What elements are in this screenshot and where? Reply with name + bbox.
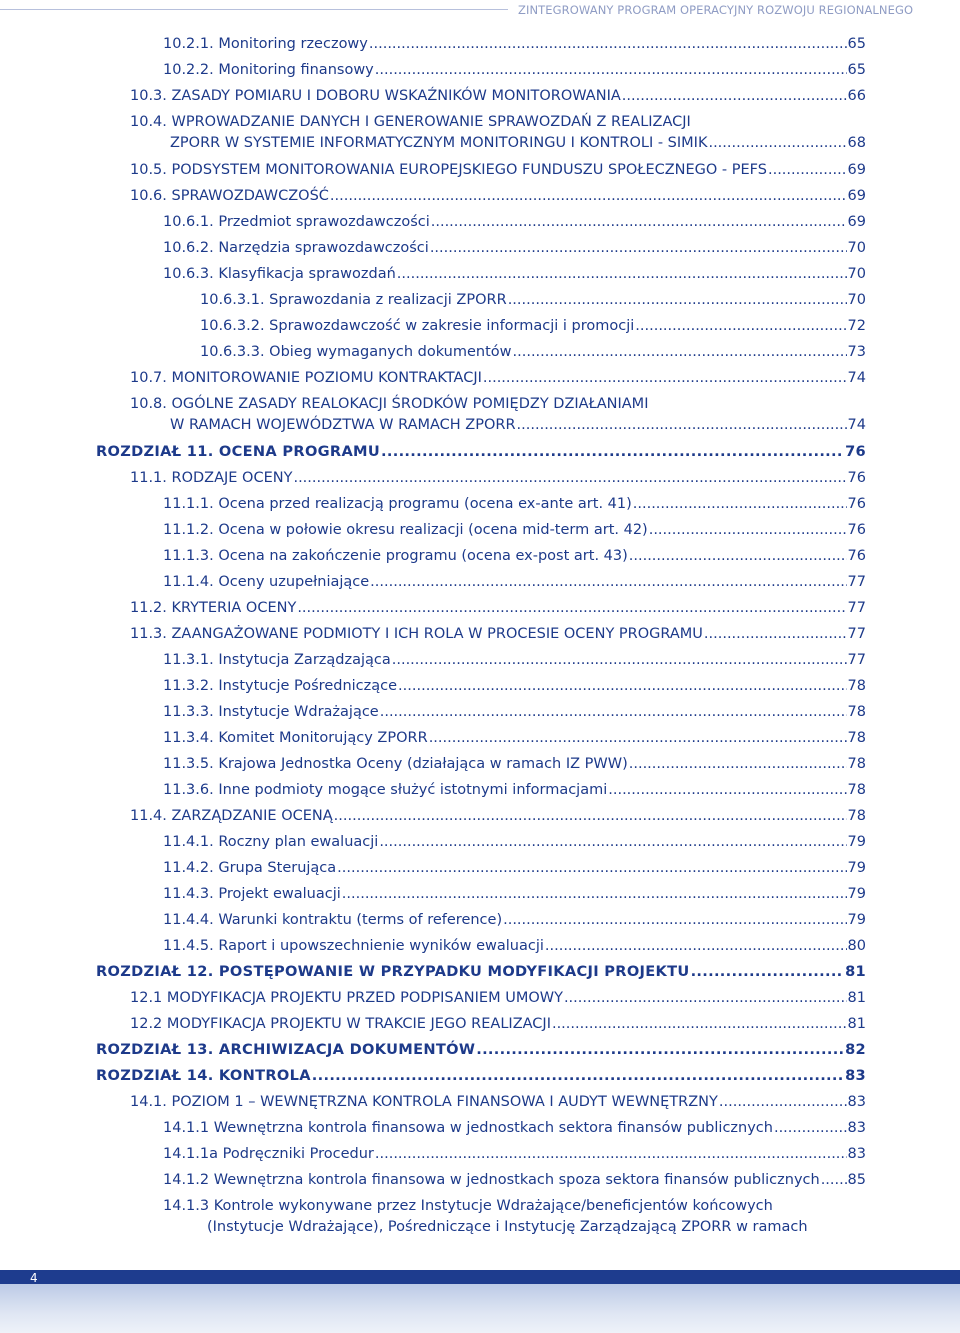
toc-entry-title: 11.1.4. Oceny uzupełniające: [163, 574, 370, 590]
toc-page-number: 79: [847, 912, 866, 928]
toc-page-number: 77: [847, 600, 866, 616]
toc-leader-dots: [513, 342, 847, 362]
toc-page-number: 78: [847, 808, 866, 824]
toc-leader-dots: [293, 468, 846, 488]
toc-page-number: 78: [847, 756, 866, 772]
toc-leader-dots: [476, 1040, 844, 1060]
toc-entry-title: 11.1.2. Ocena w połowie okresu realizacji (ocena mid-term art. 42): [163, 522, 648, 538]
toc-entry-title: ROZDZIAŁ 14. KONTROLA: [96, 1067, 311, 1084]
toc-leader-dots: [379, 832, 846, 852]
toc-entry-title: 10.2.2. Monitoring finansowy: [163, 62, 374, 78]
toc-page-number: 76: [847, 496, 866, 512]
toc-page-number: 65: [847, 36, 866, 52]
toc-page-number: 66: [847, 88, 866, 104]
toc-leader-dots: [334, 806, 847, 826]
toc-page-number: 80: [847, 938, 866, 954]
toc-entry-title: 10.7. MONITOROWANIE POZIOMU KONTRAKTACJI: [130, 370, 482, 386]
toc-leader-dots: [517, 415, 847, 435]
footer-band: [0, 1270, 960, 1284]
toc-leader-dots: [633, 494, 847, 514]
toc-leader-dots: [774, 1118, 847, 1138]
toc-leader-dots: [369, 34, 847, 54]
toc-page-number: 77: [847, 574, 866, 590]
toc-entry-title: 10.6.3.1. Sprawozdania z realizacji ZPORR: [200, 292, 507, 308]
toc-leader-dots: [429, 728, 847, 748]
toc-page-number: 76: [847, 548, 866, 564]
toc-entry-title: 14.1. POZIOM 1 – WEWNĘTRZNA KONTROLA FINANSOWA I AUDYT WEWNĘTRZNY: [130, 1094, 718, 1110]
toc-leader-dots: [380, 702, 847, 722]
toc-leader-dots: [430, 238, 847, 258]
toc-entry-title: 11.3.6. Inne podmioty mogące służyć istotnymi informacjami: [163, 782, 608, 798]
toc-entry-title-continued: W RAMACH WOJEWÓDZTWA W RAMACH ZPORR: [170, 417, 516, 433]
toc-page-number: 78: [847, 678, 866, 694]
page-number: 4: [30, 1271, 38, 1285]
toc-entry-title: ROZDZIAŁ 12. POSTĘPOWANIE W PRZYPADKU MODYFIKACJI PROJEKTU: [96, 963, 690, 980]
footer-gradient: [0, 1284, 960, 1333]
toc-entry-title: 10.6. SPRAWOZDAWCZOŚĆ: [130, 188, 329, 204]
toc-entry-title: 10.6.1. Przedmiot sprawozdawczości: [163, 214, 430, 230]
toc-page-number: 81: [845, 963, 866, 980]
toc-leader-dots: [342, 884, 847, 904]
toc-leader-dots: [719, 1092, 847, 1112]
toc-entry-title-continued: (Instytucje Wdrażające), Pośredniczące i Instytucję Zarządzającą ZPORR w ramach: [207, 1219, 808, 1235]
toc-page-number: 81: [847, 1016, 866, 1032]
toc-entry-title: 14.1.3 Kontrole wykonywane przez Instytucje Wdrażające/beneficjentów końcowych: [163, 1198, 773, 1214]
toc-entry-title: 11.3.4. Komitet Monitorujący ZPORR: [163, 730, 428, 746]
toc-page-number: 79: [847, 886, 866, 902]
toc-page-number: 68: [847, 135, 866, 151]
toc-page-number: 83: [845, 1067, 866, 1084]
toc-entry-title: 11.4.4. Warunki kontraktu (terms of reference): [163, 912, 503, 928]
toc-entry-title: 10.6.2. Narzędzia sprawozdawczości: [163, 240, 429, 256]
toc-entry-title: ROZDZIAŁ 11. OCENA PROGRAMU: [96, 443, 381, 460]
toc-page-number: 76: [845, 443, 866, 460]
toc-entry-title: 10.3. ZASADY POMIARU I DOBORU WSKAŹNIKÓW MONITOROWANIA: [130, 88, 621, 104]
toc-entry-title: 12.1 MODYFIKACJA PROJEKTU PRZED PODPISANIEM UMOWY: [130, 990, 563, 1006]
toc-leader-dots: [503, 910, 846, 930]
toc-leader-dots: [375, 60, 847, 80]
toc-page-number: 83: [847, 1094, 866, 1110]
toc-page-number: 78: [847, 782, 866, 798]
toc-entry-title: 10.4. WPROWADZANIE DANYCH I GENEROWANIE SPRAWOZDAŃ Z REALIZACJI: [130, 114, 691, 130]
toc-entry-title-continued: ZPORR W SYSTEMIE INFORMATYCZNYM MONITORINGU I KONTROLI - SIMIK: [170, 135, 708, 151]
toc-leader-dots: [508, 290, 847, 310]
toc-page-number: 69: [847, 162, 866, 178]
toc-entry-title: 11.2. KRYTERIA OCENY: [130, 600, 297, 616]
toc-entry-title: 10.6.3.2. Sprawozdawczość w zakresie informacji i promocji: [200, 318, 635, 334]
toc-page-number: 74: [847, 417, 866, 433]
toc-entry-title: 10.6.3.3. Obieg wymaganych dokumentów: [200, 344, 512, 360]
toc-page-number: 83: [847, 1146, 866, 1162]
toc-leader-dots: [330, 186, 847, 206]
toc-leader-dots: [629, 754, 847, 774]
toc-entry-title: 10.6.3. Klasyfikacja sprawozdań: [163, 266, 396, 282]
toc-leader-dots: [312, 1066, 844, 1086]
toc-leader-dots: [821, 1170, 847, 1190]
toc-page-number: 76: [847, 470, 866, 486]
toc-entry-title: 12.2 MODYFIKACJA PROJEKTU W TRAKCIE JEGO REALIZACJI: [130, 1016, 551, 1032]
toc-leader-dots: [629, 546, 847, 566]
toc-page-number: 69: [847, 214, 866, 230]
toc-entry-title: 14.1.1 Wewnętrzna kontrola finansowa w jednostkach sektora finansów publicznych: [163, 1120, 773, 1136]
toc-entry-title: 11.3.2. Instytucje Pośredniczące: [163, 678, 398, 694]
toc-leader-dots: [397, 264, 847, 284]
toc-page-number: 79: [847, 834, 866, 850]
toc-entry-title: 14.1.2 Wewnętrzna kontrola finansowa w jednostkach spoza sektora finansów publicznych: [163, 1172, 820, 1188]
toc-page-number: 78: [847, 704, 866, 720]
toc-page-number: 77: [847, 652, 866, 668]
toc-leader-dots: [398, 676, 847, 696]
toc-leader-dots: [370, 572, 846, 592]
toc-page-number: 82: [845, 1041, 866, 1058]
toc-leader-dots: [691, 962, 845, 982]
toc-page-number: 72: [847, 318, 866, 334]
toc-entry-title: 11.3.5. Krajowa Jednostka Oceny (działająca w ramach IZ PWW): [163, 756, 628, 772]
toc-entry-title: 14.1.1a Podręczniki Procedur: [163, 1146, 374, 1162]
toc-page-number: 70: [847, 240, 866, 256]
toc-page-number: 83: [847, 1120, 866, 1136]
toc-leader-dots: [337, 858, 846, 878]
toc-leader-dots: [375, 1144, 847, 1164]
toc-leader-dots: [635, 316, 846, 336]
toc-leader-dots: [431, 212, 847, 232]
toc-page-number: 85: [847, 1172, 866, 1188]
toc-page-number: 70: [847, 266, 866, 282]
toc-page-number: 69: [847, 188, 866, 204]
toc-entry-title: 11.4.5. Raport i upowszechnienie wyników ewaluacji: [163, 938, 544, 954]
toc-entry-title: 11.3.3. Instytucje Wdrażające: [163, 704, 379, 720]
toc-leader-dots: [552, 1014, 847, 1034]
toc-entry-title: ROZDZIAŁ 13. ARCHIWIZACJA DOKUMENTÓW: [96, 1041, 476, 1058]
toc-page-number: 78: [847, 730, 866, 746]
toc-entry-title: 11.4. ZARZĄDZANIE OCENĄ: [130, 808, 333, 824]
toc-leader-dots: [649, 520, 847, 540]
toc-leader-dots: [622, 86, 847, 106]
toc-entry-title: 11.1.3. Ocena na zakończenie programu (ocena ex-post art. 43): [163, 548, 628, 564]
toc-leader-dots: [381, 442, 844, 462]
toc-page-number: 79: [847, 860, 866, 876]
toc-leader-dots: [392, 650, 847, 670]
toc-entry-title: 10.2.1. Monitoring rzeczowy: [163, 36, 368, 52]
toc-entry-title: 11.1.1. Ocena przed realizacją programu (ocena ex-ante art. 41): [163, 496, 632, 512]
toc-entry-title: 11.3.1. Instytucja Zarządzająca: [163, 652, 391, 668]
toc-page-number: 74: [847, 370, 866, 386]
toc-leader-dots: [768, 160, 847, 180]
toc-entry-title: 10.8. OGÓLNE ZASADY REALOKACJI ŚRODKÓW POMIĘDZY DZIAŁANIAMI: [130, 396, 649, 412]
toc-entry-title: 11.4.2. Grupa Sterująca: [163, 860, 337, 876]
toc-leader-dots: [564, 988, 847, 1008]
toc-page-number: 73: [847, 344, 866, 360]
toc-page-number: 70: [847, 292, 866, 308]
toc-entry-title: 11.3. ZAANGAŻOWANE PODMIOTY I ICH ROLA W PROCESIE OCENY PROGRAMU: [130, 626, 703, 642]
toc-entry-title: 11.4.3. Projekt ewaluacji: [163, 886, 341, 902]
toc-entry-title: 11.4.1. Roczny plan ewaluacji: [163, 834, 379, 850]
toc-leader-dots: [297, 598, 846, 618]
toc-leader-dots: [545, 936, 847, 956]
toc-leader-dots: [704, 624, 847, 644]
running-header-title: ZINTEGROWANY PROGRAM OPERACYJNY ROZWOJU REGIONALNEGO: [518, 3, 914, 17]
toc-leader-dots: [483, 368, 847, 388]
toc-leader-dots: [608, 780, 846, 800]
toc-page-number: 77: [847, 626, 866, 642]
toc-leader-dots: [708, 133, 846, 153]
toc-entry-title: 11.1. RODZAJE OCENY: [130, 470, 293, 486]
toc-entry-title: 10.5. PODSYSTEM MONITOROWANIA EUROPEJSKIEGO FUNDUSZU SPOŁECZNEGO - PEFS: [130, 162, 767, 178]
header-rule: [0, 9, 508, 10]
toc-page-number: 65: [847, 62, 866, 78]
toc-page-number: 81: [847, 990, 866, 1006]
toc-page-number: 76: [847, 522, 866, 538]
